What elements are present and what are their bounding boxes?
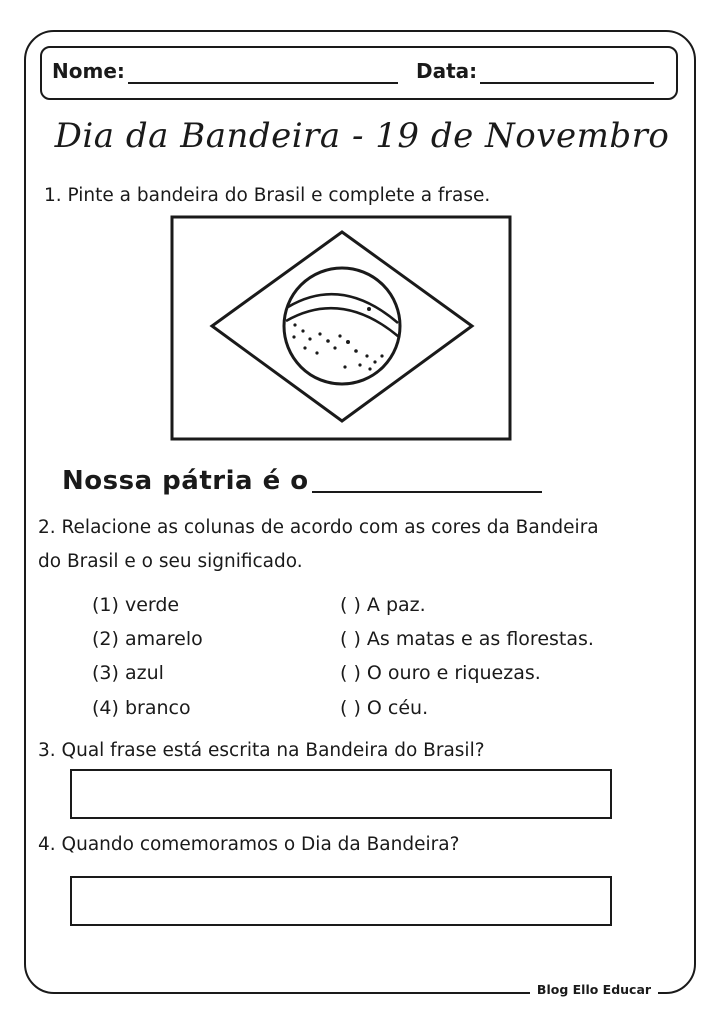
question-2-line-2: do Brasil e o seu significado.	[38, 551, 303, 572]
name-label: Nome:	[52, 59, 125, 83]
footer-credit: Blog Ello Educar	[530, 981, 658, 999]
question-1-sentence: Nossa pátria é o	[62, 466, 309, 496]
meaning-item-1[interactable]: ( ) A paz.	[340, 594, 426, 616]
color-item-1: (1) verde	[92, 594, 180, 616]
question-4-text: 4. Quando comemoramos o Dia da Bandeira?	[38, 834, 460, 855]
date-field[interactable]	[480, 82, 654, 84]
question-1-answer-line[interactable]	[312, 491, 542, 493]
page-title: Dia da Bandeira - 19 de Novembro	[54, 116, 670, 156]
meaning-item-3[interactable]: ( ) O ouro e riquezas.	[340, 662, 541, 684]
brazil-flag-outline-icon[interactable]	[170, 215, 512, 441]
color-item-3: (3) azul	[92, 662, 164, 684]
question-3-answer-box[interactable]	[70, 769, 612, 819]
question-1-text: 1. Pinte a bandeira do Brasil e complete a frase.	[44, 185, 491, 206]
color-item-2: (2) amarelo	[92, 628, 203, 650]
header-box	[40, 46, 678, 100]
question-4-answer-box[interactable]	[70, 876, 612, 926]
name-field[interactable]	[128, 82, 398, 84]
date-label: Data:	[416, 59, 478, 83]
question-3-text: 3. Qual frase está escrita na Bandeira do Brasil?	[38, 740, 485, 761]
color-item-4: (4) branco	[92, 697, 191, 719]
meaning-item-2[interactable]: ( ) As matas e as florestas.	[340, 628, 594, 650]
meaning-item-4[interactable]: ( ) O céu.	[340, 697, 429, 719]
question-2-line-1: 2. Relacione as colunas de acordo com as cores da Bandeira	[38, 517, 599, 538]
